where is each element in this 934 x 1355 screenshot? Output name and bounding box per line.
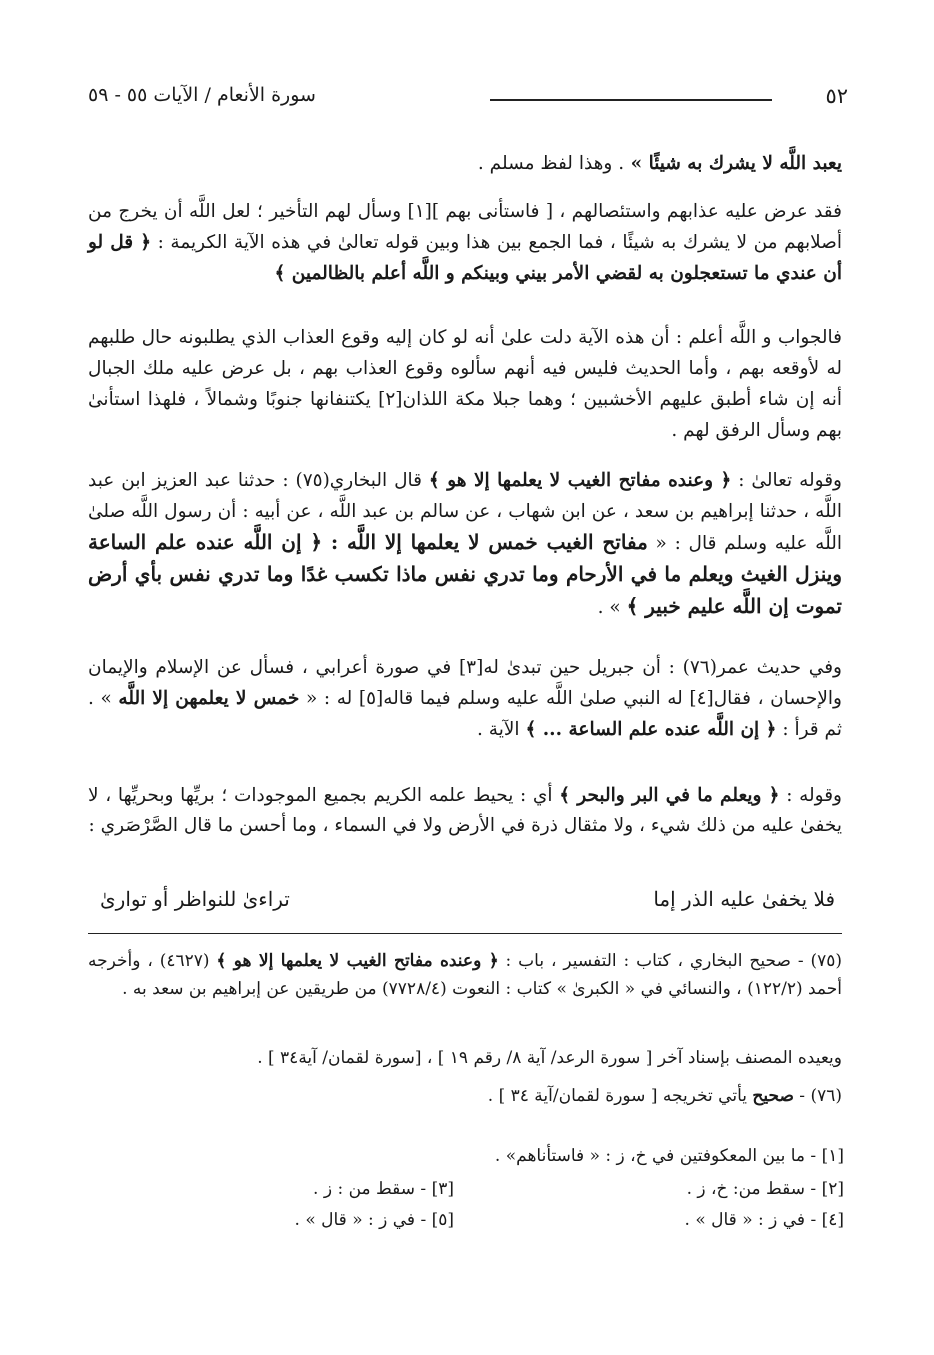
paragraph-text: وفي حديث عمر(٧٦) : أن جبريل حين تبدىٰ له[٣] في صورة أعرابي ، فسأل عن الإسلام والإيمان والإحسان ، فقال[٤] له النبي صلىٰ اللَّه عليه وسلم فيما قاله[٥] له : « (88, 657, 842, 709)
variant-note-3: [٣] - سقط من : ز . (313, 1179, 454, 1199)
page-header (88, 84, 848, 114)
footnote-text: يأتي تخريجه [ سورة لقمان/آية ٣٤ ] . (487, 1086, 753, 1106)
paragraph-text: فقد عرض عليه عذابهم واستئصالهم ، [ فاستأنى بهم ][١] وسأل لهم التأخير ؛ لعل اللَّه أن يخرج من أصلابهم من لا يشرك به شيئًا ، فما الجمع بين هذا وبين قوله تعالىٰ في هذه الآية الكريمة : (88, 201, 842, 253)
paragraph-text: » . (597, 597, 627, 618)
footnote-75 (88, 947, 842, 1003)
paragraph-text: الآية . (477, 719, 526, 740)
paragraph-text: . وهذا لفظ مسلم . (477, 153, 625, 174)
hadith-quote: يعبد اللَّه لا يشرك به شيئًا » (624, 153, 842, 174)
paragraph-question (88, 196, 842, 289)
paragraph-text: قال البخاري(٧٥) : حدثنا عبد العزيز ابن عبد اللَّه ، حدثنا إبراهيم بن سعد ، عن ابن شهاب ، عن سالم بن عبد اللَّه ، عن أبيه : أن رسول اللَّه صلىٰ اللَّه عليه وسلم قال : « (88, 470, 842, 554)
verse-first-hemistich: فلا يخفىٰ عليه الذر إما (653, 887, 835, 911)
footnote-separator (88, 933, 842, 934)
footnote-76 (88, 1082, 842, 1110)
variant-note-5: [٥] - في ز : « قال » . (294, 1210, 454, 1230)
poetry-verse (100, 887, 835, 921)
quran-verse: ﴿ ويعلم ما في البر والبحر ﴾ (559, 785, 780, 806)
quran-verse: ﴿ إن اللَّه عنده علم الساعة ... ﴾ (525, 719, 777, 740)
paragraph-land-sea (88, 781, 842, 841)
footnote-text: (٤٦٢٧) ، وأخرجه أحمد (١٢٢/٢) ، والنسائي في « الكبرىٰ » كتاب : النعوت (٧٧٢٨/٤) من طريقين عن إبراهيم بن سعد به . (88, 951, 842, 999)
paragraph-text: أي : يحيط علمه الكريم بجميع الموجودات ؛ بريِّها وبحريِّها ، لا يخفىٰ عليه من ذلك شيء ، ولا مثقال ذرة في الأرض ولا في السماء ، وما أحسن ما قال الصَّرْصَري : (88, 785, 842, 836)
paragraph-text: وقوله تعالىٰ : (731, 470, 842, 491)
paragraph-text: فالجواب و اللَّه أعلم : أن هذه الآية دلت علىٰ أنه لو كان إليه وقوع العذاب الذي يطلبونه حال طلبهم له لأوقعه بهم ، وأما الحديث فليس فيه أنهم سألوه وقوع العذاب بهم ، بل عرض عليه ملك الجبال أنه إن شاء أطبق عليهم الأخشبين ؛ وهما جبلا مكة اللذان[٢] يكتنفانها جنوبًا وشمالاً ، فلهذا استأنىٰ بهم وسأل الرفق لهم . (88, 327, 842, 441)
variant-note-4: [٤] - في ز : « قال » . (684, 1210, 844, 1230)
variant-note-2: [٢] - سقط من: خ، ز . (686, 1179, 844, 1199)
quran-verse: ﴿ قل لو أن عندي ما تستعجلون به لقضي الأمر بيني وبينكم و اللَّه أعلم بالظالمين ﴾ (88, 232, 842, 284)
hadith-quote: مفاتح الغيب خمس لا يعلمها إلا اللَّه : ﴿ إن اللَّه عنده علم الساعة وينزل الغيث ويعلم ما في الأرحام وما تدري نفس ماذا تكسب غدًا وما تدري نفس بأي أرض تموت إن اللَّه عليم خبير ﴾ (88, 530, 842, 618)
paragraph-text: وقوله : (779, 785, 842, 806)
footnote-text: (٧٦) - (793, 1086, 842, 1106)
paragraph-umar-hadith (88, 652, 842, 745)
header-rule (490, 99, 772, 101)
variant-note-1: [١] - ما بين المعكوفتين في خ، ز : « فاستأناهم» . (494, 1146, 844, 1166)
grading-label: صحيح (752, 1086, 794, 1106)
paragraph-hadith-end (88, 148, 842, 180)
footnote-75-continued: ويعيده المصنف بإسناد آخر [ سورة الرعد/ آية ٨/ رقم ١٩ ] ، [سورة لقمان/ آية٣٤ ] . (257, 1048, 842, 1068)
running-title: سورة الأنعام / الآيات ٥٥ - ٥٩ (88, 84, 316, 106)
verse-second-hemistich: تراءىٰ للنواظر أو توارىٰ (100, 887, 290, 911)
paragraph-text: » . ثم قرأ : (88, 688, 842, 740)
footnote-text: (٧٥) - صحيح البخاري ، كتاب : التفسير ، باب : (498, 951, 842, 971)
paragraph-answer (88, 322, 842, 446)
quran-verse: ﴿ وعنده مفاتح الغيب لا يعلمها إلا هو ﴾ (428, 470, 732, 491)
quran-verse: ﴿ وعنده مفاتح الغيب لا يعلمها إلا هو ﴾ (216, 951, 499, 971)
page-number: ٥٢ (825, 84, 848, 108)
hadith-quote: خمس لا يعلمهن إلا اللَّه (118, 688, 300, 709)
paragraph-mafatih (88, 465, 842, 623)
